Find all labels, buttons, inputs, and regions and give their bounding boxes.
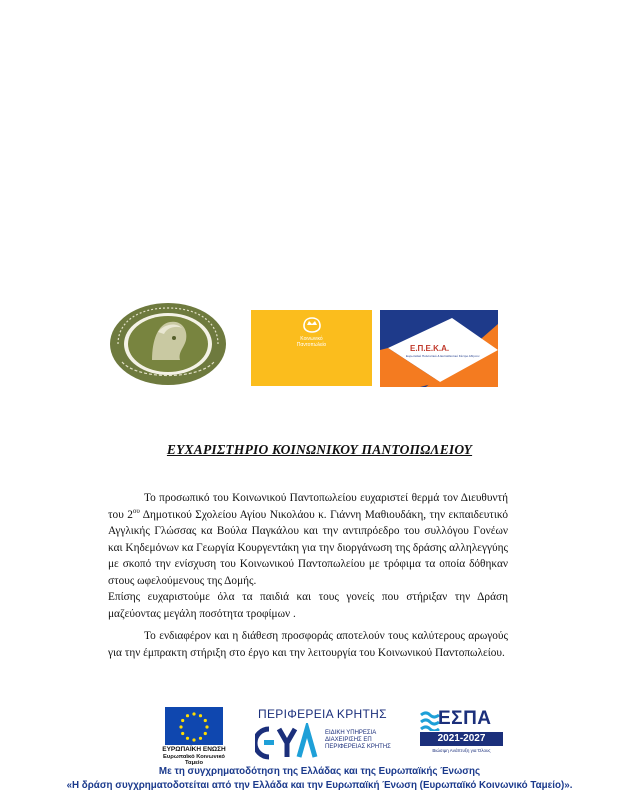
page-title: ΕΥΧΑΡΙΣΤΗΡΙΟ ΚΟΙΝΩΝΙΚΟΥ ΠΑΝΤΟΠΩΛΕΙΟΥ	[166, 442, 473, 457]
paragraph-closing	[108, 628, 508, 661]
eya-line-2: ΔΙΑΧΕΙΡΙΣΗΣ ΕΠ	[325, 737, 372, 743]
region-crete-title: ΠΕΡΙΦΕΡΕΙΑ ΚΡΗΤΗΣ	[258, 707, 387, 721]
paragraph-thanks	[108, 490, 508, 590]
epeka-title: Ε.Π.Ε.Κ.Α.	[410, 344, 450, 353]
esf-label: Ευρωπαϊκό Κοινωνικό Ταμείο	[163, 754, 225, 766]
paragraph-thanks-part-a: Το προσωπικό του Κοινωνικού Παντοπωλείου ευχαριστεί θερμά τον Διευθυντή του 2	[108, 492, 508, 521]
municipality-seal-logo	[108, 302, 228, 386]
espa-title: ΕΣΠΑ	[438, 708, 492, 729]
epeka-logo	[380, 310, 498, 387]
eu-flag-icon	[165, 707, 223, 745]
ordinal-suffix: ου	[132, 506, 140, 515]
eya-mark-icon	[255, 723, 325, 763]
epeka-subtitle: Ευρωπαϊκό Πολιτιστικό & Εκπαιδευτικό Κέντρο Αθηνών	[406, 354, 480, 358]
paragraph-children: Επίσης ευχαριστούμε όλα τα παιδιά και τους γονείς που στήριξαν την Δράση μαζεύοντας μεγάλη ποσότητα τροφίμων .	[108, 591, 508, 620]
eu-label: ΕΥΡΩΠΑΪΚΗ ΕΝΩΣΗ	[162, 746, 226, 753]
espa-tagline: Βιώσιμη Ανάπτυξη για Όλους	[432, 748, 491, 753]
social-grocery-label: Κοινωνικό Παντοπωλείο	[296, 336, 327, 348]
paragraph-thanks-part-b: Δημοτικού Σχολείου Αγίου Νικολάου κ. Γιάννη Μαθιουδάκη, την εκπαιδευτικό Αγγλικής Γλώσσας κα Βούλα Παγκάλου και την αντιπρόεδρο του συλλόγου Γονέων και Κηδεμόνων κα Γεωργία Κουργεντάκη για την διοργάνωση της δράσης αλληλεγγύης με σκοπό την ενίσχυση του Κοινωνικού Παντοπωλείου με τρόφιμα τα οποία δόθηκαν στους ωφελούμενους της Δομής.	[108, 508, 508, 587]
paragraph-closing-text: Το ενδιαφέρον και η διάθεση προσφοράς αποτελούν τους καλύτερους αρωγούς για την έμπρακτη στήριξη στο έργο και την λειτουργία του Κοινωνικού Παντοπωλείου.	[108, 630, 508, 659]
eya-line-1: ΕΙΔΙΚΗ ΥΠΗΡΕΣΙΑ	[325, 730, 377, 736]
espa-period-badge: 2021-2027	[420, 732, 503, 746]
seal-icon	[108, 302, 228, 386]
espa-waves-icon	[420, 709, 440, 731]
crown-icon	[302, 316, 322, 334]
cofunding-line-2: «Η δράση συγχρηματοδοτείται από την Ελλάδα και την Ευρωπαϊκή Ένωση (Ευρωπαϊκό Κοινωνικό Ταμείο)».	[66, 780, 573, 791]
eya-line-3: ΠΕΡΙΦΕΡΕΙΑΣ ΚΡΗΤΗΣ	[325, 744, 391, 750]
social-grocery-logo	[251, 310, 372, 386]
cofunding-line-1: Με τη συγχρηματοδότηση της Ελλάδας και της Ευρωπαϊκής Ένωσης	[158, 766, 481, 777]
